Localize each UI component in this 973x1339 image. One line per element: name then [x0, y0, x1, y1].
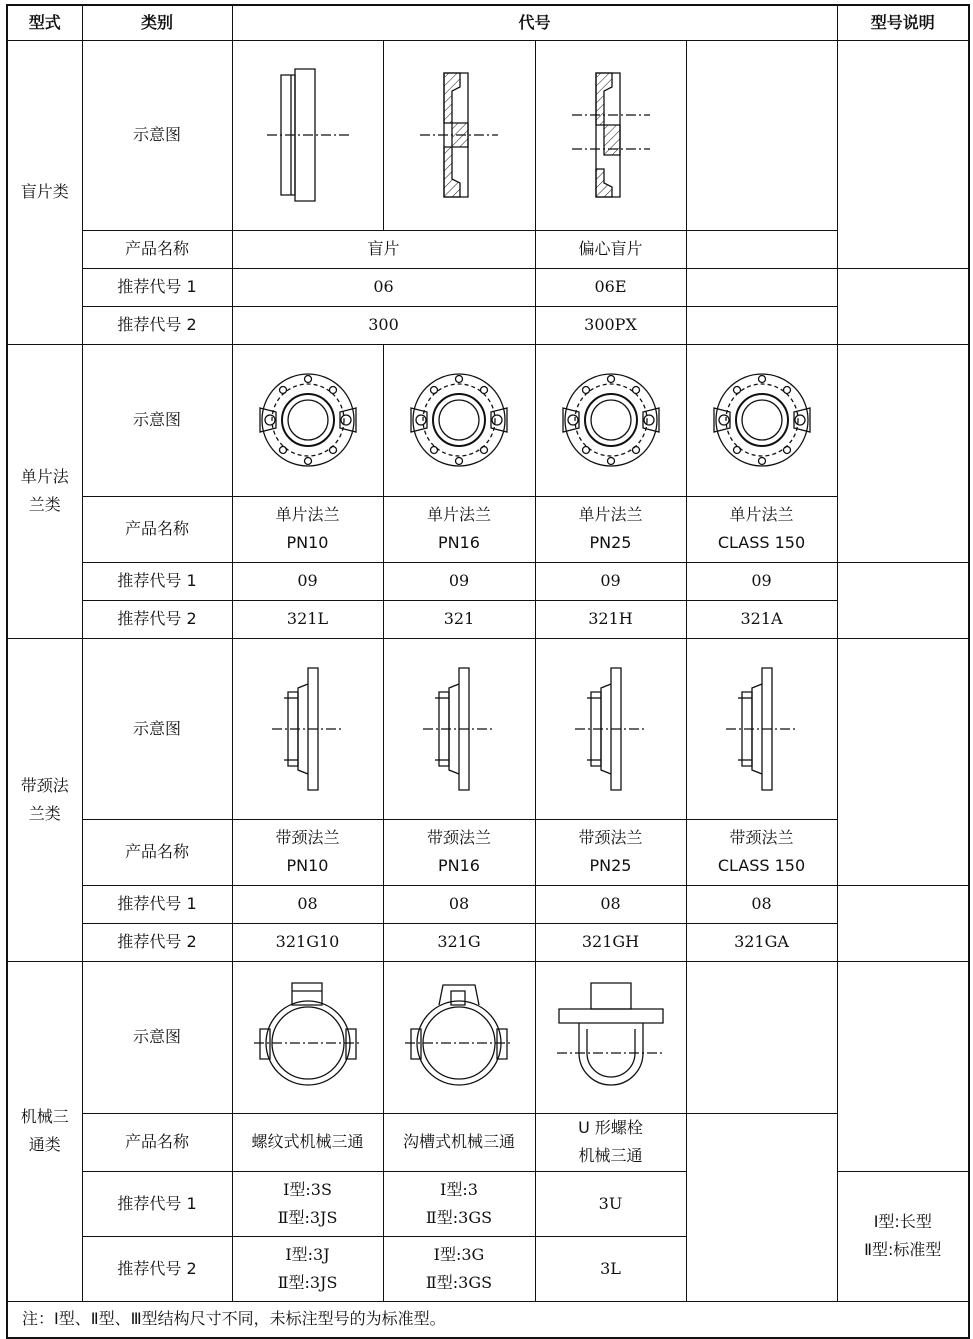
single-flange-icon [686, 344, 837, 496]
empty-cell [686, 1113, 837, 1301]
header-code: 代号 [232, 5, 837, 40]
table-note: 注：Ⅰ型、Ⅱ型、Ⅲ型结构尺寸不同，未标注型号的为标准型。 [7, 1301, 969, 1338]
product-code-table [6, 4, 970, 1339]
code2-value: 300 [232, 306, 535, 344]
code2-value: Ⅰ型:3G Ⅱ型:3GS [383, 1236, 535, 1301]
code2-value [686, 306, 837, 344]
code2-value: 300PX [535, 306, 686, 344]
group2-code2-row [7, 600, 969, 638]
code1-value: 09 [535, 562, 686, 600]
group2-type: 单片法 兰类 [7, 344, 82, 638]
product-name: 带颈法兰 PN25 [535, 819, 686, 885]
product-name: 单片法兰 PN25 [535, 496, 686, 562]
neck-flange-icon [686, 638, 837, 819]
header-category: 类别 [82, 5, 232, 40]
product-name: 单片法兰 PN16 [383, 496, 535, 562]
code1-value: 08 [686, 885, 837, 923]
group1-description-lower [837, 268, 969, 344]
product-name: 带颈法兰 CLASS 150 [686, 819, 837, 885]
group4-diagram-label: 示意图 [82, 961, 232, 1113]
group3-type: 带颈法 兰类 [7, 638, 82, 961]
header-type: 型式 [7, 5, 82, 40]
group2-description-lower [837, 562, 969, 638]
neck-flange-icon [535, 638, 686, 819]
group3-diagram-row [7, 638, 969, 819]
code1-value: 08 [232, 885, 383, 923]
code2-value: Ⅰ型:3J Ⅱ型:3JS [232, 1236, 383, 1301]
group4-name-row [7, 1113, 969, 1171]
product-name: U 形螺栓 机械三通 [535, 1113, 686, 1171]
group1-description [837, 40, 969, 268]
neck-flange-icon [232, 638, 383, 819]
group1-diagram-row [7, 40, 969, 230]
group1-code2-label: 推荐代号 2 [82, 306, 232, 344]
product-name: 单片法兰 CLASS 150 [686, 496, 837, 562]
blind-plate-icon [232, 40, 383, 230]
group1-code1-row [7, 268, 969, 306]
group3-name-row [7, 819, 969, 885]
single-flange-icon [232, 344, 383, 496]
threaded-mechanical-tee-icon [232, 961, 383, 1113]
group3-code2-row [7, 923, 969, 961]
product-name: 带颈法兰 PN16 [383, 819, 535, 885]
code1-value: 09 [383, 562, 535, 600]
product-name: 螺纹式机械三通 [232, 1113, 383, 1171]
group4-code2-label: 推荐代号 2 [82, 1236, 232, 1301]
group1-code1-label: 推荐代号 1 [82, 268, 232, 306]
code2-value: 321GH [535, 923, 686, 961]
group4-code1-label: 推荐代号 1 [82, 1171, 232, 1236]
code1-value: 08 [535, 885, 686, 923]
group2-code1-row [7, 562, 969, 600]
code2-value: 321L [232, 600, 383, 638]
group4-type: 机械三 通类 [7, 961, 82, 1301]
grooved-mechanical-tee-icon [383, 961, 535, 1113]
product-name: 盲片 [232, 230, 535, 268]
group2-code1-label: 推荐代号 1 [82, 562, 232, 600]
code1-value: 06 [232, 268, 535, 306]
group4-name-label: 产品名称 [82, 1113, 232, 1171]
group4-diagram-row [7, 961, 969, 1113]
product-name: 沟槽式机械三通 [383, 1113, 535, 1171]
code2-value: 321A [686, 600, 837, 638]
group4-description: Ⅰ型:长型 Ⅱ型:标准型 [837, 1171, 969, 1301]
code1-value: 08 [383, 885, 535, 923]
group3-description [837, 638, 969, 885]
group3-diagram-label: 示意图 [82, 638, 232, 819]
group3-code1-row [7, 885, 969, 923]
group1-type: 盲片类 [7, 40, 82, 344]
code1-value: 3U [535, 1171, 686, 1236]
neck-flange-icon [383, 638, 535, 819]
code1-value: Ⅰ型:3 Ⅱ型:3GS [383, 1171, 535, 1236]
eccentric-blind-plate-icon [535, 40, 686, 230]
empty-diagram-cell [686, 40, 837, 230]
code1-value [686, 268, 837, 306]
u-bolt-mechanical-tee-icon [535, 961, 686, 1113]
code2-value: 321H [535, 600, 686, 638]
single-flange-icon [535, 344, 686, 496]
empty-diagram-cell [686, 961, 837, 1113]
single-flange-icon [383, 344, 535, 496]
group3-code2-label: 推荐代号 2 [82, 923, 232, 961]
group2-description [837, 344, 969, 562]
code1-value: 09 [686, 562, 837, 600]
group2-name-row [7, 496, 969, 562]
code2-value: 321GA [686, 923, 837, 961]
product-name [686, 230, 837, 268]
code1-value: Ⅰ型:3S Ⅱ型:3JS [232, 1171, 383, 1236]
blind-plate-section-icon [383, 40, 535, 230]
group4-description-upper [837, 961, 969, 1171]
header-row [7, 5, 969, 40]
product-name: 带颈法兰 PN10 [232, 819, 383, 885]
group2-diagram-row [7, 344, 969, 496]
group3-description-lower [837, 885, 969, 961]
code2-value: 321G [383, 923, 535, 961]
group3-code1-label: 推荐代号 1 [82, 885, 232, 923]
group1-diagram-label: 示意图 [82, 40, 232, 230]
group1-name-row [7, 230, 969, 268]
product-name: 偏心盲片 [535, 230, 686, 268]
group1-code2-row [7, 306, 969, 344]
code1-value: 09 [232, 562, 383, 600]
code2-value: 321 [383, 600, 535, 638]
group2-code2-label: 推荐代号 2 [82, 600, 232, 638]
product-name: 单片法兰 PN10 [232, 496, 383, 562]
group2-diagram-label: 示意图 [82, 344, 232, 496]
code1-value: 06E [535, 268, 686, 306]
note-row [7, 1301, 969, 1338]
group2-name-label: 产品名称 [82, 496, 232, 562]
code2-value: 321G10 [232, 923, 383, 961]
header-description: 型号说明 [837, 5, 969, 40]
code2-value: 3L [535, 1236, 686, 1301]
group3-name-label: 产品名称 [82, 819, 232, 885]
group1-name-label: 产品名称 [82, 230, 232, 268]
